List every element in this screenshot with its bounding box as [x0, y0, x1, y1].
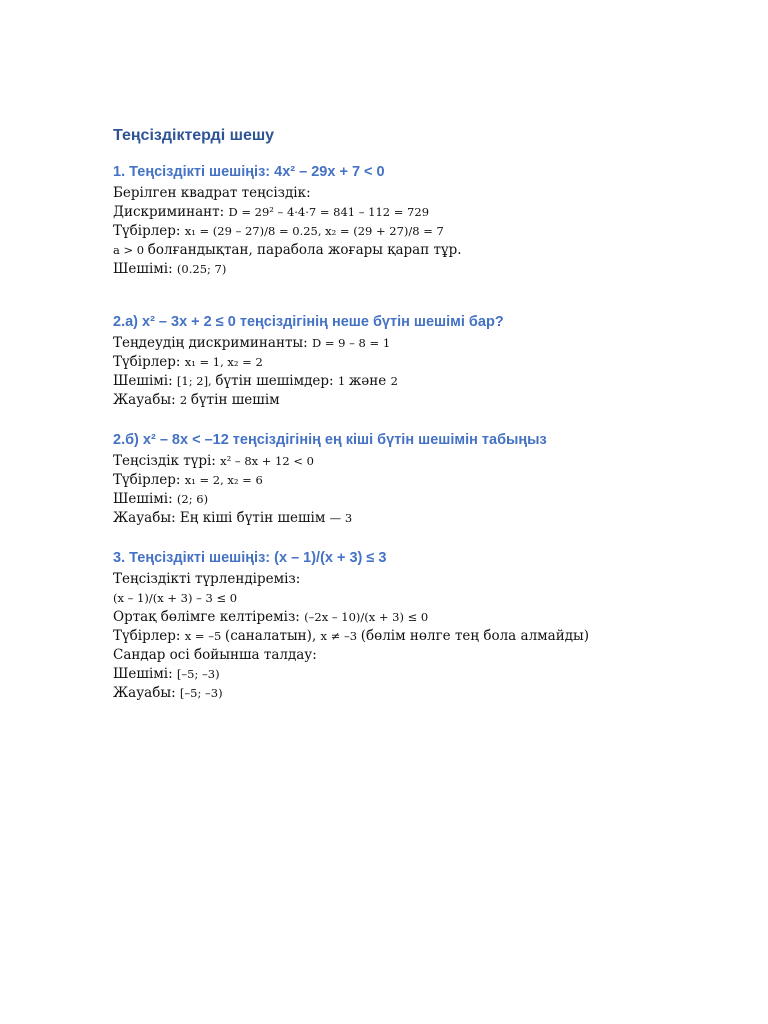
roots-expression: x₁ = 2, x₂ = 6	[184, 473, 263, 487]
roots-expression: x₁ = 1, x₂ = 2	[184, 355, 263, 369]
roots-label: Түбірлер:	[113, 223, 185, 239]
section-2a-heading: 2.а) x² – 3x + 2 ≤ 0 теңсіздігінің неше бүтін шешімі бар?	[113, 314, 504, 330]
page-title: Теңсіздіктерді шешу	[113, 127, 275, 144]
answer-expression: [–5; –3)	[179, 686, 223, 700]
section-2a-line-4	[113, 391, 733, 410]
section-2a	[113, 310, 733, 410]
discriminant-expression: D = 29² – 4·4·7 = 841 – 112 = 729	[228, 205, 430, 219]
root-1-expression: x = –5	[184, 629, 225, 643]
section-1-line-3	[113, 222, 733, 241]
section-3-line-7	[113, 684, 733, 703]
solution-expression: [–5; –3)	[176, 667, 220, 681]
discriminant-expression: D = 9 – 8 = 1	[312, 336, 391, 350]
roots-label: Түбірлер:	[113, 472, 185, 488]
answer-text: Ең кіші бүтін шешім	[179, 510, 330, 526]
section-3-line-2	[113, 589, 733, 608]
solution-label: Шешімі:	[113, 373, 177, 389]
section-3-heading: 3. Теңсіздікті шешіңіз: (x – 1)/(x + 3) ≤ 3	[113, 550, 387, 566]
root-2-expression: x ≠ –3	[320, 629, 361, 643]
roots-label: Түбірлер:	[113, 628, 185, 644]
section-3-line-5	[113, 646, 733, 665]
answer-label: Жауабы:	[113, 392, 180, 408]
inequality-form-label: Теңсіздік түрі:	[113, 453, 221, 469]
section-3-line-3	[113, 608, 733, 627]
condition-expression: a > 0	[113, 243, 148, 257]
document-content	[113, 124, 733, 703]
solution-label: Шешімі:	[113, 261, 177, 277]
discriminant-label: Теңдеудің дискриминанты:	[113, 335, 313, 351]
section-2a-line-3	[113, 372, 733, 391]
integer-solution-1: 1	[337, 374, 349, 388]
section-3-line-1	[113, 570, 733, 589]
section-1-heading: 1. Теңсіздікті шешіңіз: 4x² – 29x + 7 < 0	[113, 164, 385, 180]
section-3-line-4	[113, 627, 733, 646]
answer-value: — 3	[329, 511, 353, 525]
inequality-form-expression: x² – 8x + 12 < 0	[220, 454, 314, 468]
root-2-note: (бөлім нөлге тең бола алмайды)	[360, 628, 590, 644]
section-2b-line-3	[113, 490, 733, 509]
and-text: және	[348, 373, 391, 389]
root-1-note: (саналатын),	[224, 628, 321, 644]
section-1-line-1	[113, 184, 733, 203]
section-1-line-5	[113, 260, 733, 279]
answer-count: 2	[179, 393, 191, 407]
intro-text: Берілген квадрат теңсіздік:	[113, 185, 311, 201]
section-2b-line-2	[113, 471, 733, 490]
transformed-expression: (x – 1)/(x + 3) – 3 ≤ 0	[113, 591, 238, 605]
integer-solutions-text: бүтін шешімдер:	[215, 373, 338, 389]
section-1	[113, 160, 733, 279]
solution-label: Шешімі:	[113, 666, 177, 682]
solution-expression: (2; 6)	[176, 492, 209, 506]
common-denominator-expression: (–2x – 10)/(x + 3) ≤ 0	[304, 610, 429, 624]
section-2b	[113, 428, 733, 528]
section-3-line-6	[113, 665, 733, 684]
section-1-line-4	[113, 241, 733, 260]
section-2a-line-2	[113, 353, 733, 372]
section-2a-line-1	[113, 334, 733, 353]
solution-expression: (0.25; 7)	[176, 262, 227, 276]
common-denominator-label: Ортақ бөлімге келтіреміз:	[113, 609, 305, 625]
condition-text: болғандықтан, парабола жоғары қарап тұр.	[147, 242, 462, 258]
section-2b-line-1	[113, 452, 733, 471]
answer-label: Жауабы:	[113, 510, 180, 526]
transform-text: Теңсіздікті түрлендіреміз:	[113, 571, 301, 587]
section-3	[113, 546, 733, 703]
section-2b-heading: 2.б) x² – 8x < –12 теңсіздігінің ең кіші бүтін шешімін табыңыз	[113, 432, 547, 448]
solution-label: Шешімі:	[113, 491, 177, 507]
section-2b-line-4	[113, 509, 733, 528]
discriminant-label: Дискриминант:	[113, 204, 229, 220]
solution-expression: [1; 2],	[176, 374, 216, 388]
integer-solution-2: 2	[390, 374, 398, 388]
number-line-text: Сандар осі бойынша талдау:	[113, 647, 317, 663]
roots-label: Түбірлер:	[113, 354, 185, 370]
roots-expression: x₁ = (29 – 27)/8 = 0.25, x₂ = (29 + 27)/8 = 7	[184, 224, 444, 238]
answer-label: Жауабы:	[113, 685, 180, 701]
answer-text: бүтін шешім	[190, 392, 280, 408]
section-1-line-2	[113, 203, 733, 222]
